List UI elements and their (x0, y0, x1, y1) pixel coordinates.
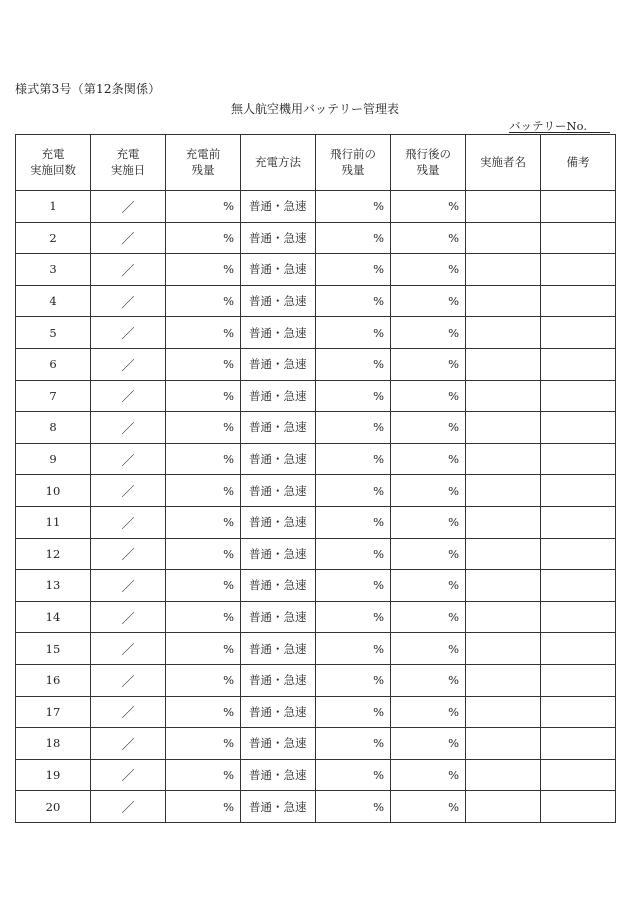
header-remarks: 備考 (541, 135, 616, 191)
pre-flight-level-cell[interactable]: % (316, 191, 391, 223)
charge-method-cell[interactable]: 普通・急速 (241, 285, 316, 317)
pre-charge-level-cell[interactable]: % (166, 285, 241, 317)
charge-count-cell: 9 (16, 443, 91, 475)
charge-date-cell[interactable]: ／ (91, 475, 166, 507)
pre-flight-level-cell[interactable]: % (316, 696, 391, 728)
pre-charge-level-cell[interactable]: % (166, 348, 241, 380)
operator-name-cell[interactable] (466, 475, 541, 507)
charge-count-cell: 6 (16, 348, 91, 380)
charge-date-cell[interactable]: ／ (91, 696, 166, 728)
operator-name-cell[interactable] (466, 506, 541, 538)
remarks-cell[interactable] (541, 348, 616, 380)
operator-name-cell[interactable] (466, 538, 541, 570)
charge-date-cell[interactable]: ／ (91, 191, 166, 223)
charge-method-cell[interactable]: 普通・急速 (241, 506, 316, 538)
remarks-cell[interactable] (541, 506, 616, 538)
pre-charge-level-cell[interactable]: % (166, 412, 241, 444)
charge-method-cell[interactable]: 普通・急速 (241, 664, 316, 696)
charge-count-cell: 11 (16, 506, 91, 538)
pre-charge-level-cell[interactable]: % (166, 538, 241, 570)
post-flight-level-cell[interactable]: % (391, 538, 466, 570)
charge-count-cell: 14 (16, 601, 91, 633)
operator-name-cell[interactable] (466, 664, 541, 696)
charge-count-cell: 7 (16, 380, 91, 412)
charge-method-cell[interactable]: 普通・急速 (241, 412, 316, 444)
pre-flight-level-cell[interactable]: % (316, 317, 391, 349)
remarks-cell[interactable] (541, 570, 616, 602)
remarks-cell[interactable] (541, 664, 616, 696)
form-number: 様式第3号（第12条関係） (15, 82, 161, 96)
battery-number-field[interactable]: バッテリーNo. (509, 119, 610, 133)
pre-charge-level-cell[interactable]: % (166, 380, 241, 412)
table-row (16, 348, 616, 380)
charge-date-cell[interactable]: ／ (91, 222, 166, 254)
charge-count-cell: 1 (16, 191, 91, 223)
charge-count-cell: 12 (16, 538, 91, 570)
pre-charge-level-cell[interactable]: % (166, 759, 241, 791)
operator-name-cell[interactable] (466, 696, 541, 728)
table-row (16, 728, 616, 760)
remarks-cell[interactable] (541, 538, 616, 570)
table-row (16, 696, 616, 728)
table-row (16, 222, 616, 254)
operator-name-cell[interactable] (466, 570, 541, 602)
remarks-cell[interactable] (541, 443, 616, 475)
operator-name-cell[interactable] (466, 443, 541, 475)
charge-method-cell[interactable]: 普通・急速 (241, 348, 316, 380)
remarks-cell[interactable] (541, 696, 616, 728)
post-flight-level-cell[interactable]: % (391, 664, 466, 696)
post-flight-level-cell[interactable]: % (391, 601, 466, 633)
pre-flight-level-cell[interactable]: % (316, 728, 391, 760)
pre-flight-level-cell[interactable]: % (316, 759, 391, 791)
pre-charge-level-cell[interactable]: % (166, 506, 241, 538)
pre-flight-level-cell[interactable]: % (316, 601, 391, 633)
pre-flight-level-cell[interactable]: % (316, 443, 391, 475)
charge-date-cell[interactable]: ／ (91, 570, 166, 602)
table-row (16, 317, 616, 349)
charge-method-cell[interactable]: 普通・急速 (241, 791, 316, 823)
table-row (16, 254, 616, 286)
charge-method-cell[interactable]: 普通・急速 (241, 633, 316, 665)
table-row (16, 412, 616, 444)
post-flight-level-cell[interactable]: % (391, 380, 466, 412)
pre-charge-level-cell[interactable]: % (166, 191, 241, 223)
post-flight-level-cell[interactable]: % (391, 254, 466, 286)
charge-date-cell[interactable]: ／ (91, 759, 166, 791)
charge-method-cell[interactable]: 普通・急速 (241, 475, 316, 507)
operator-name-cell[interactable] (466, 191, 541, 223)
charge-count-cell: 10 (16, 475, 91, 507)
operator-name-cell[interactable] (466, 222, 541, 254)
remarks-cell[interactable] (541, 317, 616, 349)
charge-method-cell[interactable]: 普通・急速 (241, 380, 316, 412)
pre-charge-level-cell[interactable]: % (166, 570, 241, 602)
charge-date-cell[interactable]: ／ (91, 728, 166, 760)
operator-name-cell[interactable] (466, 759, 541, 791)
remarks-cell[interactable] (541, 254, 616, 286)
header-pre-flight-level: 飛行前の 残量 (316, 135, 391, 191)
post-flight-level-cell[interactable]: % (391, 728, 466, 760)
header-post-flight-level: 飛行後の 残量 (391, 135, 466, 191)
table-row (16, 633, 616, 665)
post-flight-level-cell[interactable]: % (391, 506, 466, 538)
table-row (16, 791, 616, 823)
pre-flight-level-cell[interactable]: % (316, 222, 391, 254)
pre-charge-level-cell[interactable]: % (166, 791, 241, 823)
operator-name-cell[interactable] (466, 254, 541, 286)
post-flight-level-cell[interactable]: % (391, 759, 466, 791)
pre-flight-level-cell[interactable]: % (316, 506, 391, 538)
charge-date-cell[interactable]: ／ (91, 317, 166, 349)
post-flight-level-cell[interactable]: % (391, 222, 466, 254)
pre-charge-level-cell[interactable]: % (166, 475, 241, 507)
charge-count-cell: 2 (16, 222, 91, 254)
post-flight-level-cell[interactable]: % (391, 285, 466, 317)
post-flight-level-cell[interactable]: % (391, 791, 466, 823)
pre-charge-level-cell[interactable]: % (166, 633, 241, 665)
operator-name-cell[interactable] (466, 412, 541, 444)
pre-flight-level-cell[interactable]: % (316, 412, 391, 444)
post-flight-level-cell[interactable]: % (391, 443, 466, 475)
post-flight-level-cell[interactable]: % (391, 696, 466, 728)
pre-flight-level-cell[interactable]: % (316, 791, 391, 823)
remarks-cell[interactable] (541, 475, 616, 507)
charge-date-cell[interactable]: ／ (91, 380, 166, 412)
remarks-cell[interactable] (541, 759, 616, 791)
table-row (16, 380, 616, 412)
charge-date-cell[interactable]: ／ (91, 348, 166, 380)
post-flight-level-cell[interactable]: % (391, 348, 466, 380)
operator-name-cell[interactable] (466, 728, 541, 760)
charge-date-cell[interactable]: ／ (91, 506, 166, 538)
operator-name-cell[interactable] (466, 317, 541, 349)
charge-method-cell[interactable]: 普通・急速 (241, 759, 316, 791)
remarks-cell[interactable] (541, 791, 616, 823)
header-charge-date: 充電 実施日 (91, 135, 166, 191)
operator-name-cell[interactable] (466, 285, 541, 317)
charge-count-cell: 19 (16, 759, 91, 791)
charge-method-cell[interactable]: 普通・急速 (241, 696, 316, 728)
remarks-cell[interactable] (541, 222, 616, 254)
charge-date-cell[interactable]: ／ (91, 664, 166, 696)
table-row (16, 664, 616, 696)
remarks-cell[interactable] (541, 380, 616, 412)
charge-date-cell[interactable]: ／ (91, 601, 166, 633)
remarks-cell[interactable] (541, 601, 616, 633)
charge-count-cell: 5 (16, 317, 91, 349)
charge-date-cell[interactable]: ／ (91, 633, 166, 665)
charge-date-cell[interactable]: ／ (91, 538, 166, 570)
charge-method-cell[interactable]: 普通・急速 (241, 538, 316, 570)
header-pre-charge-level: 充電前 残量 (166, 135, 241, 191)
charge-count-cell: 3 (16, 254, 91, 286)
pre-flight-level-cell[interactable]: % (316, 380, 391, 412)
charge-method-cell[interactable]: 普通・急速 (241, 254, 316, 286)
table-row (16, 191, 616, 223)
pre-charge-level-cell[interactable]: % (166, 254, 241, 286)
charge-count-cell: 17 (16, 696, 91, 728)
pre-charge-level-cell[interactable]: % (166, 443, 241, 475)
charge-method-cell[interactable]: 普通・急速 (241, 222, 316, 254)
table-row (16, 601, 616, 633)
post-flight-level-cell[interactable]: % (391, 412, 466, 444)
remarks-cell[interactable] (541, 191, 616, 223)
pre-charge-level-cell[interactable]: % (166, 696, 241, 728)
charge-method-cell[interactable]: 普通・急速 (241, 317, 316, 349)
table-row (16, 759, 616, 791)
charge-count-cell: 4 (16, 285, 91, 317)
operator-name-cell[interactable] (466, 633, 541, 665)
table-row (16, 570, 616, 602)
operator-name-cell[interactable] (466, 791, 541, 823)
charge-count-cell: 15 (16, 633, 91, 665)
charge-method-cell[interactable]: 普通・急速 (241, 443, 316, 475)
charge-date-cell[interactable]: ／ (91, 412, 166, 444)
charge-date-cell[interactable]: ／ (91, 285, 166, 317)
header-operator-name: 実施者名 (466, 135, 541, 191)
post-flight-level-cell[interactable]: % (391, 475, 466, 507)
table-row (16, 538, 616, 570)
pre-flight-level-cell[interactable]: % (316, 475, 391, 507)
remarks-cell[interactable] (541, 285, 616, 317)
post-flight-level-cell[interactable]: % (391, 570, 466, 602)
charge-count-cell: 20 (16, 791, 91, 823)
post-flight-level-cell[interactable]: % (391, 191, 466, 223)
charge-method-cell[interactable]: 普通・急速 (241, 601, 316, 633)
charge-method-cell[interactable]: 普通・急速 (241, 191, 316, 223)
remarks-cell[interactable] (541, 633, 616, 665)
charge-count-cell: 18 (16, 728, 91, 760)
pre-flight-level-cell[interactable]: % (316, 664, 391, 696)
pre-charge-level-cell[interactable]: % (166, 728, 241, 760)
pre-charge-level-cell[interactable]: % (166, 222, 241, 254)
charge-method-cell[interactable]: 普通・急速 (241, 728, 316, 760)
post-flight-level-cell[interactable]: % (391, 317, 466, 349)
operator-name-cell[interactable] (466, 348, 541, 380)
pre-charge-level-cell[interactable]: % (166, 317, 241, 349)
pre-flight-level-cell[interactable]: % (316, 538, 391, 570)
pre-flight-level-cell[interactable]: % (316, 348, 391, 380)
pre-flight-level-cell[interactable]: % (316, 633, 391, 665)
remarks-cell[interactable] (541, 728, 616, 760)
pre-charge-level-cell[interactable]: % (166, 601, 241, 633)
pre-flight-level-cell[interactable]: % (316, 285, 391, 317)
table-row (16, 475, 616, 507)
charge-count-cell: 16 (16, 664, 91, 696)
charge-count-cell: 8 (16, 412, 91, 444)
pre-charge-level-cell[interactable]: % (166, 664, 241, 696)
table-row (16, 506, 616, 538)
page-title: 無人航空機用バッテリー管理表 (230, 102, 399, 116)
table-header-row (16, 135, 616, 191)
operator-name-cell[interactable] (466, 601, 541, 633)
pre-flight-level-cell[interactable]: % (316, 254, 391, 286)
operator-name-cell[interactable] (466, 380, 541, 412)
charge-date-cell[interactable]: ／ (91, 791, 166, 823)
charge-count-cell: 13 (16, 570, 91, 602)
table-row (16, 285, 616, 317)
charge-method-cell[interactable]: 普通・急速 (241, 570, 316, 602)
pre-flight-level-cell[interactable]: % (316, 570, 391, 602)
table-row (16, 443, 616, 475)
charge-date-cell[interactable]: ／ (91, 443, 166, 475)
header-charge-method: 充電方法 (241, 135, 316, 191)
post-flight-level-cell[interactable]: % (391, 633, 466, 665)
battery-log-table (15, 134, 616, 823)
remarks-cell[interactable] (541, 412, 616, 444)
header-charge-count: 充電 実施回数 (16, 135, 91, 191)
charge-date-cell[interactable]: ／ (91, 254, 166, 286)
